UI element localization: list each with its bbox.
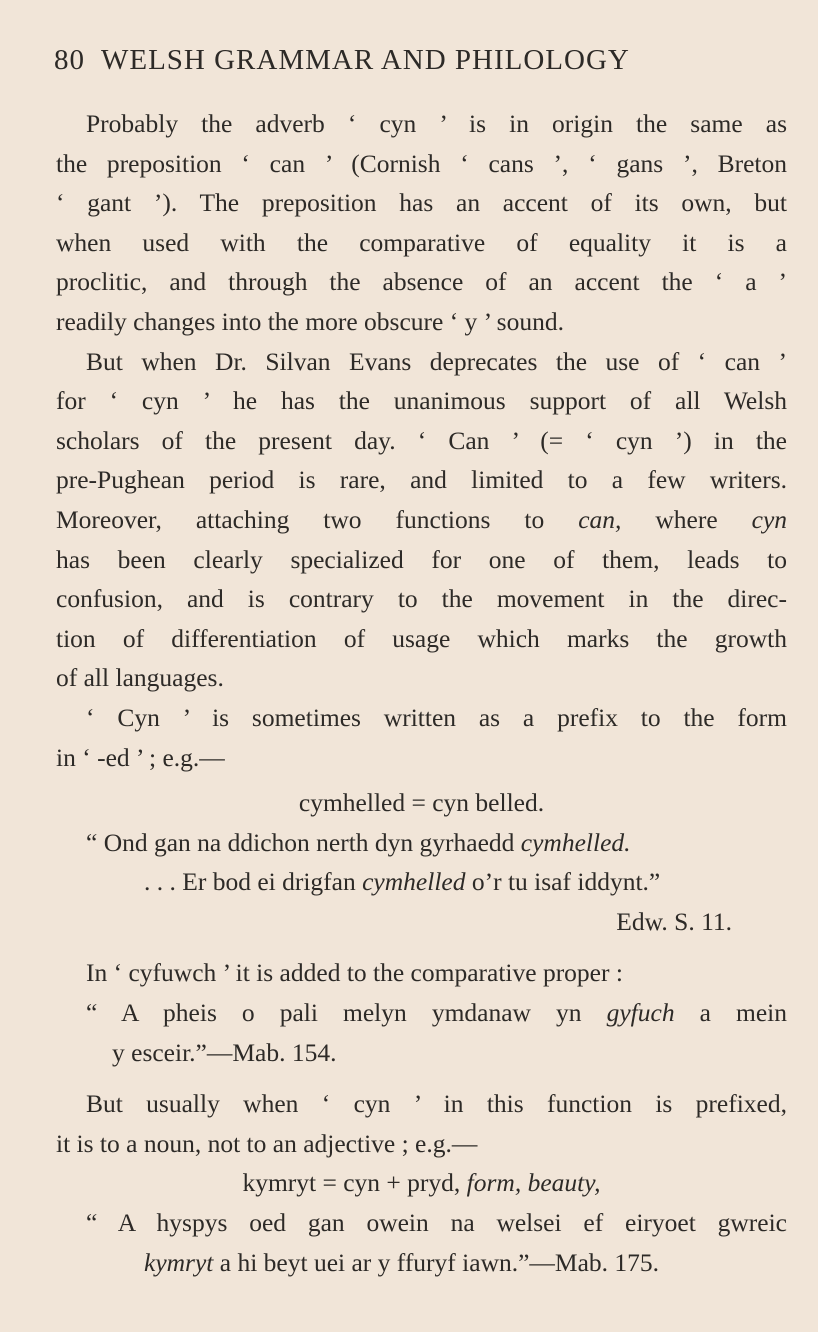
text-line: it is to a noun, not to an adjective ; e.g.— xyxy=(56,1128,478,1158)
italic-gloss: form, beauty, xyxy=(466,1168,601,1198)
italic-word: cymhelled. xyxy=(520,827,631,857)
quote-reference: Edw. S. 11. xyxy=(616,906,732,936)
italic-word: cymhelled xyxy=(362,867,466,897)
italic-word: can, xyxy=(578,504,622,534)
paragraph-5 xyxy=(56,1084,787,1163)
text-line: has been clearly specialized for one of them, leads to xyxy=(56,544,787,574)
text-line: scholars of the present day. ‘ Can ’ (= ‘ cyn ’) in the xyxy=(56,425,787,455)
text-line: of all languages. xyxy=(56,663,224,693)
text-run: Moreover, attaching two functions to xyxy=(56,504,579,534)
paragraph-4: In ‘ cyfuwch ’ it is added to the comparative proper : xyxy=(86,958,623,988)
text-line: readily changes into the more obscure ‘ y ’ sound. xyxy=(56,306,564,336)
example-equation: cymhelled = cyn belled. xyxy=(298,788,545,818)
paragraph-3 xyxy=(56,698,787,777)
paragraph-2 xyxy=(56,342,787,698)
quotation-3 xyxy=(56,1203,787,1282)
text-line: Probably the adverb ‘ cyn ’ is in origin the same as xyxy=(86,109,787,138)
quote-line xyxy=(56,823,787,863)
italic-word: gyfuch xyxy=(606,998,675,1028)
italic-word: kymryt xyxy=(144,1247,214,1277)
quotation-2 xyxy=(56,993,787,1072)
text-line: proclitic, and through the absence of an accent the ‘ a ’ xyxy=(56,267,787,297)
quotation-1 xyxy=(56,823,787,942)
quote-line xyxy=(56,862,787,902)
italic-word: cyn xyxy=(751,504,788,534)
text-line: tion of differentiation of usage which marks the growth xyxy=(56,623,787,653)
text-line: But usually when ‘ cyn ’ in this function is prefixed, xyxy=(86,1089,787,1119)
quote-line xyxy=(56,1243,787,1283)
text-line: ‘ gant ’). The preposition has an accent of its own, but xyxy=(56,188,787,218)
running-title: WELSH GRAMMAR AND PHILOLOGY xyxy=(100,44,630,76)
text-run: “ Ond gan na ddichon nerth dyn gyrhaedd xyxy=(86,827,521,857)
text-run: a hi beyt uei ar y ffuryf iawn.”—Mab. 175. xyxy=(213,1247,660,1277)
text-run: where xyxy=(621,504,752,534)
text-line: confusion, and is contrary to the movement in the direc- xyxy=(56,584,787,614)
running-header xyxy=(54,44,764,77)
paragraph-1 xyxy=(56,104,787,342)
text-line: ‘ Cyn ’ is sometimes written as a prefix to the form xyxy=(86,702,787,732)
text-line: in ‘ -ed ’ ; e.g.— xyxy=(56,742,225,772)
text-line: the preposition ‘ can ’ (Cornish ‘ cans ’, ‘ gans ’, Breton xyxy=(56,148,787,178)
text-line xyxy=(56,500,787,540)
quote-line xyxy=(56,993,787,1033)
text-line: for ‘ cyn ’ he has the unanimous support of all Welsh xyxy=(56,386,787,416)
text-line: when used with the comparative of equality it is a xyxy=(56,227,787,257)
text-run: . . . Er bod ei drigfan xyxy=(144,867,363,897)
text-run: “ A pheis o pali melyn ymdanaw yn xyxy=(86,998,607,1028)
page-number: 80 xyxy=(54,44,85,76)
text-run: kymryt = cyn + pryd, xyxy=(242,1168,467,1198)
text-run: o’r tu isaf iddynt.” xyxy=(465,867,661,897)
quote-line: y esceir.”—Mab. 154. xyxy=(112,1037,337,1067)
text-line: But when Dr. Silvan Evans deprecates the use of ‘ can ’ xyxy=(86,346,787,376)
example-equation xyxy=(56,1163,787,1203)
text-run: a mein xyxy=(674,998,788,1028)
quote-line: “ A hyspys oed gan owein na welsei ef eiryoet gwreic xyxy=(86,1208,787,1238)
text-line: pre-Pughean period is rare, and limited to a few writers. xyxy=(56,465,787,495)
body-text xyxy=(56,104,787,1282)
